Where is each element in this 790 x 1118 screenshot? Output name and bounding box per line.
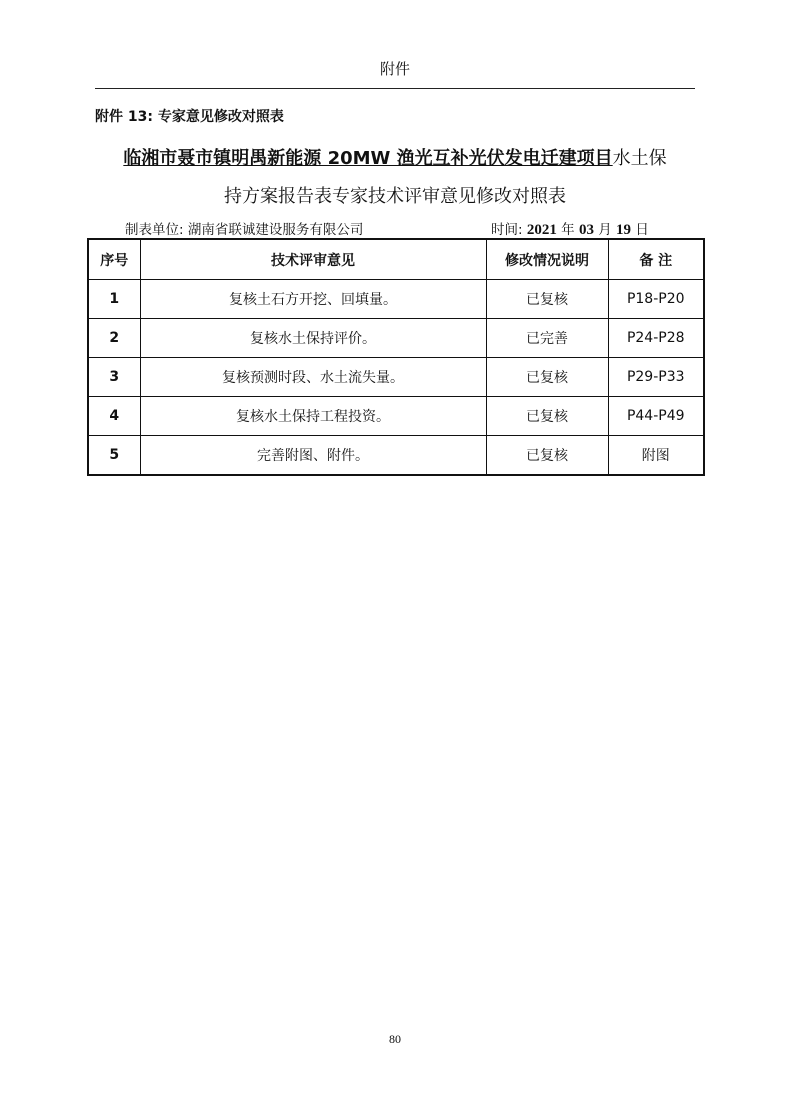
document-title-line2: 持方案报告表专家技术评审意见修改对照表 <box>224 186 566 207</box>
table-row <box>88 319 704 358</box>
row-status: 已复核 <box>486 436 608 476</box>
table-row <box>88 436 704 476</box>
date-day: 19 <box>616 222 632 238</box>
document-title-line1 <box>90 144 700 170</box>
row-opinion: 复核水土保持工程投资。 <box>140 397 486 436</box>
table-header-row <box>88 239 704 280</box>
date-year-unit: 年 <box>561 222 575 238</box>
date-month-unit: 月 <box>598 222 612 238</box>
date-month: 03 <box>578 222 594 238</box>
table-row <box>88 280 704 319</box>
row-status: 已复核 <box>486 280 608 319</box>
page-header: 附件 <box>379 60 410 78</box>
row-note: P24-P28 <box>608 319 704 358</box>
table-row <box>88 358 704 397</box>
prepared-by <box>125 218 363 238</box>
row-note: P29-P33 <box>608 358 704 397</box>
row-opinion: 复核水土保持评价。 <box>140 319 486 358</box>
row-note: P44-P49 <box>608 397 704 436</box>
date-line <box>491 218 649 239</box>
header-note: 备 注 <box>608 239 704 280</box>
row-status: 已复核 <box>486 358 608 397</box>
time-label: 时间: <box>491 222 523 238</box>
header-serial: 序号 <box>88 239 140 280</box>
header-status: 修改情况说明 <box>486 239 608 280</box>
row-note: P18-P20 <box>608 280 704 319</box>
row-status: 已复核 <box>486 397 608 436</box>
header-opinion: 技术评审意见 <box>140 239 486 280</box>
title-line1-suffix: 水土保 <box>612 148 667 169</box>
unit-label: 制表单位: <box>125 222 184 238</box>
page-number: 80 <box>389 1032 401 1046</box>
row-serial: 2 <box>88 319 140 358</box>
row-serial: 4 <box>88 397 140 436</box>
row-opinion: 完善附图、附件。 <box>140 436 486 476</box>
date-year: 2021 <box>526 222 557 238</box>
row-opinion: 复核土石方开挖、回填量。 <box>140 280 486 319</box>
row-note: 附图 <box>608 436 704 476</box>
row-serial: 1 <box>88 280 140 319</box>
header-divider <box>95 88 695 89</box>
date-day-unit: 日 <box>635 222 649 238</box>
row-serial: 3 <box>88 358 140 397</box>
row-status: 已完善 <box>486 319 608 358</box>
row-opinion: 复核预测时段、水土流失量。 <box>140 358 486 397</box>
table-row <box>88 397 704 436</box>
unit-value: 湖南省联诚建设服务有限公司 <box>187 222 364 238</box>
project-name: 临湘市聂市镇明禺新能源 20MW 渔光互补光伏发电迁建项目 <box>123 148 613 169</box>
attachment-label: 附件 13: 专家意见修改对照表 <box>95 109 284 125</box>
review-comparison-table <box>87 238 705 476</box>
row-serial: 5 <box>88 436 140 476</box>
